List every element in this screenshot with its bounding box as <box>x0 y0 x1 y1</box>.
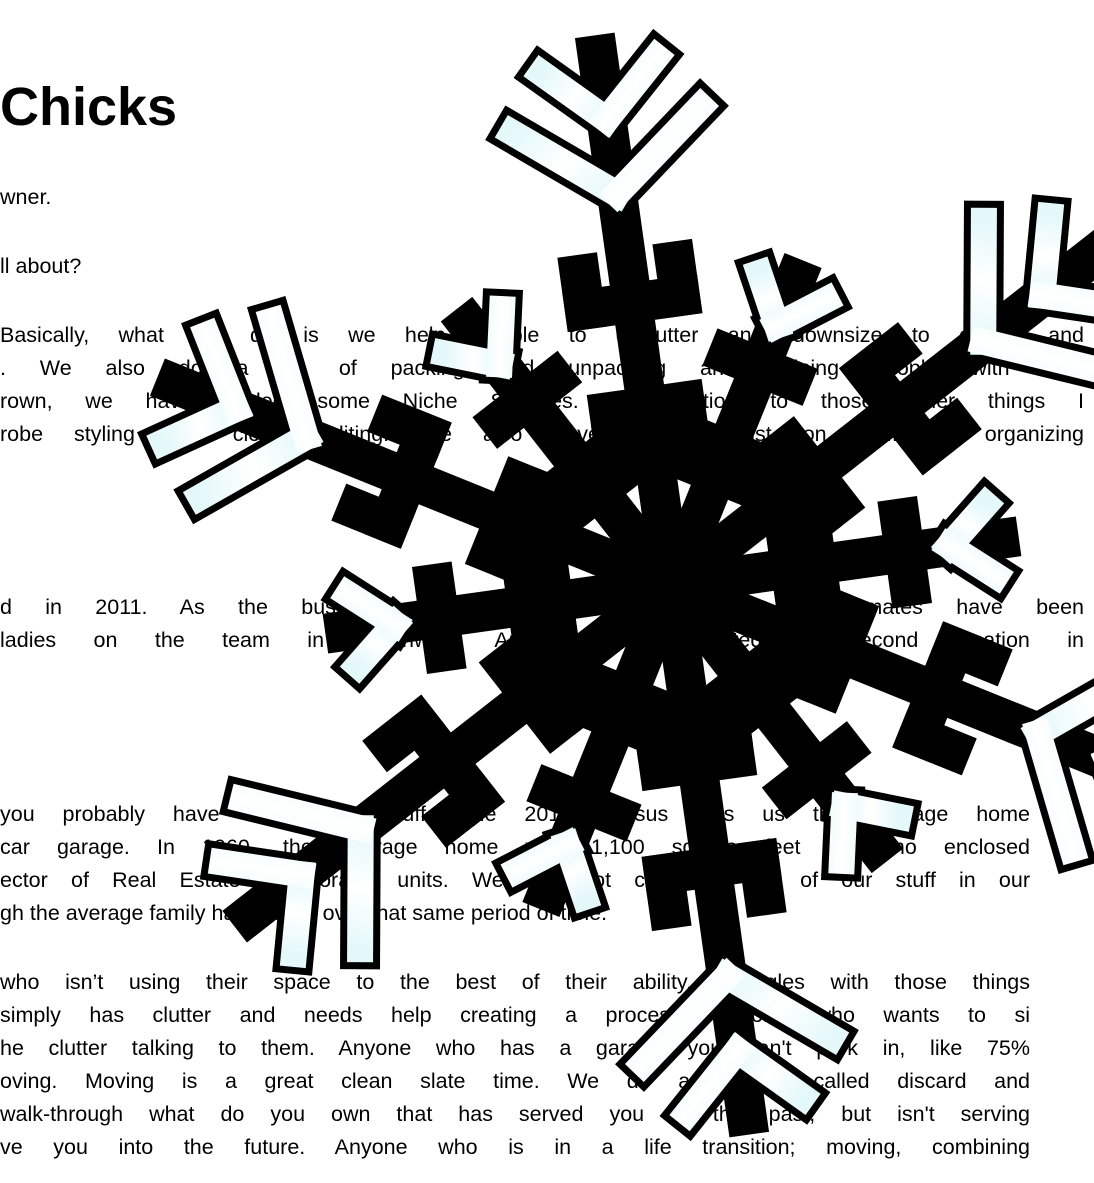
body-line: car garage. In 1960, the average home was 1,100 square feet with no enclosed <box>0 835 1030 859</box>
body-line: ladies on the team in Northwest Arkansas. We started a second location in <box>0 628 1084 652</box>
body-line: Basically, what we do is we help people to declutter and downsize to create and <box>0 323 1084 347</box>
body-line: rown, we have added some Niche Services. In addition to those other things I <box>0 389 1084 413</box>
body-line: . We also do a lot of packing and unpacking and helping people with time <box>0 356 1084 380</box>
body-line: wner. <box>0 185 52 209</box>
body-line: you probably have too much stuff. The 2010 census tells us the average home <box>0 802 1030 826</box>
body-line: who isn’t using their space to the best of their ability, struggles with those things <box>0 970 1030 994</box>
body-line: he clutter talking to them. Anyone who has a garage you can't park in, like 75% <box>0 1036 1030 1060</box>
body-line: simply has clutter and needs help creating a process. Anyone who wants to si <box>0 1003 1030 1027</box>
body-line: walk-through what do you own that has served you in the past, but isn't serving <box>0 1102 1030 1126</box>
body-line: oving. Moving is a great clean slate time. We do a service called discard and <box>0 1069 1030 1093</box>
body-line: ve you into the future. Anyone who is in a life transition; moving, combining <box>0 1135 1030 1159</box>
body-line: d in 2011. As the business has grown over the years, team-mates have been <box>0 595 1084 619</box>
body-line: ector of Real Estate is storage units. We are not containing all of our stuff in our <box>0 868 1030 892</box>
body-line: ll about? <box>0 254 82 278</box>
page-title: Chicks <box>0 77 178 137</box>
body-line: robe styling and closet editing. We also have a nutritionist on staff for organizing <box>0 422 1084 446</box>
body-line: gh the average family has shrunk over that same period of time. <box>0 901 608 925</box>
